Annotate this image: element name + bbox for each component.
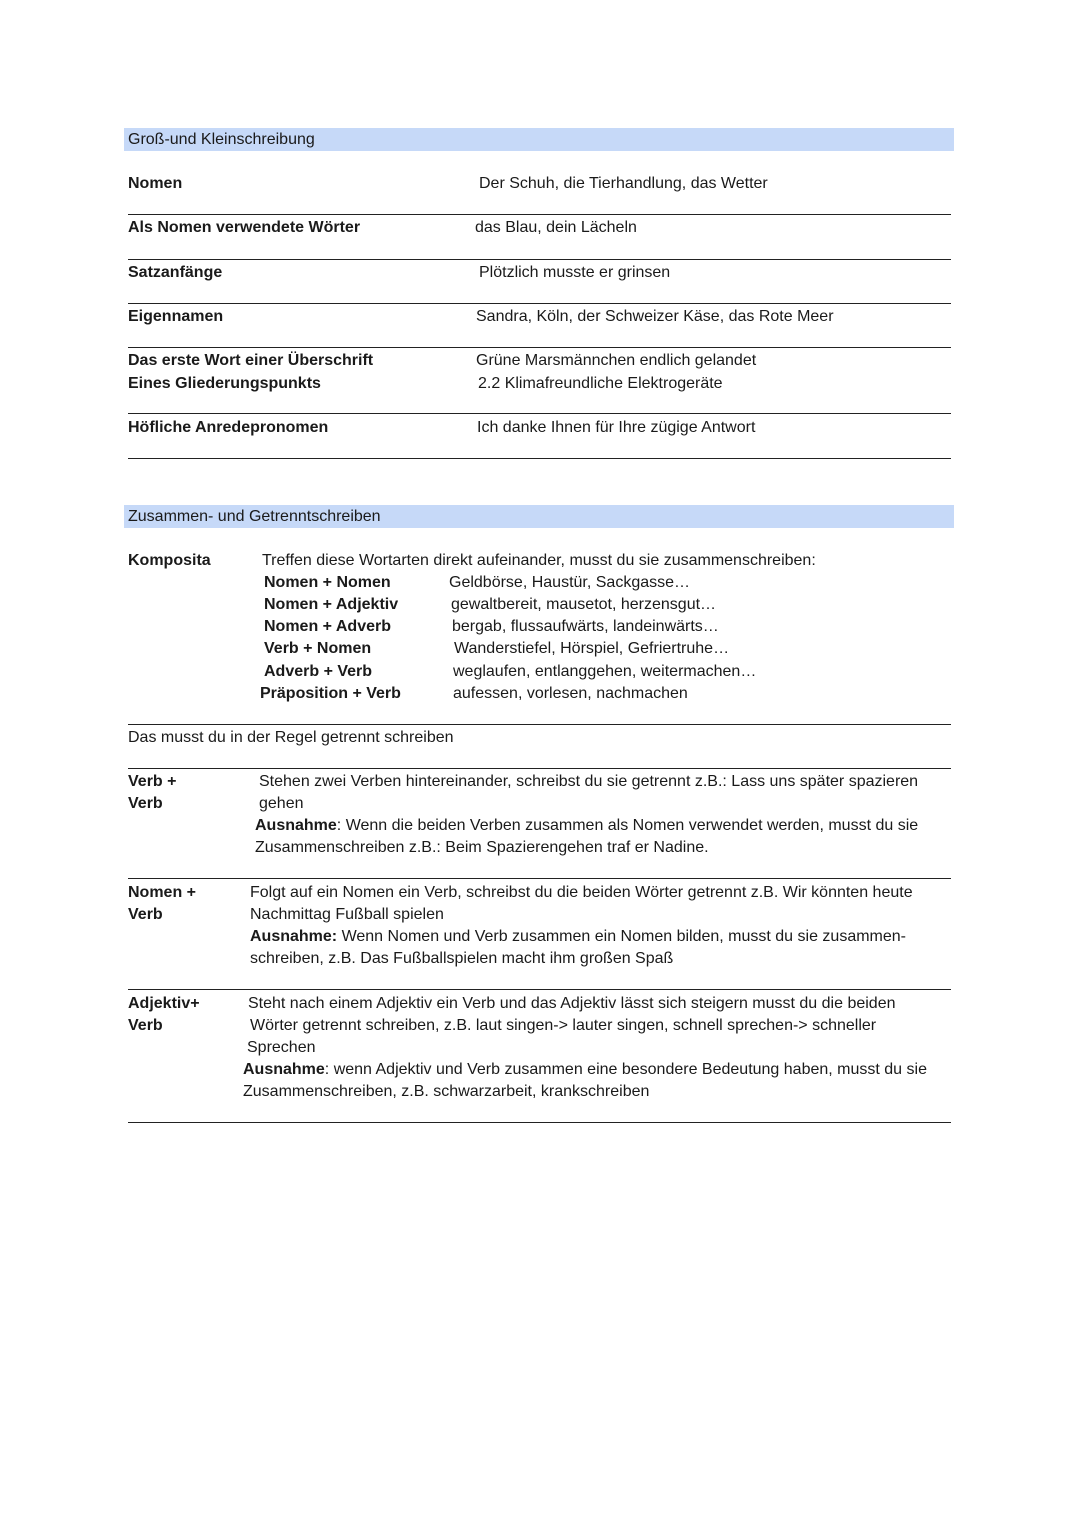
rule-label: Nomen +: [128, 884, 197, 901]
exception-text: [255, 815, 918, 837]
komposita-examples: bergab, flussaufwärts, landeinwärts…: [452, 618, 719, 635]
rule-label-line2: Verb: [128, 795, 163, 812]
row-term: Satzanfänge: [128, 264, 223, 281]
komposita-examples: aufessen, vorlesen, nachmachen: [453, 685, 688, 702]
komposita-combo: Präposition + Verb: [260, 685, 401, 702]
komposita-examples: Geldbörse, Haustür, Sackgasse…: [449, 574, 691, 591]
row-term: Eigennamen: [128, 308, 224, 325]
row-term: Nomen: [128, 175, 183, 192]
row-term: Als Nomen verwendete Wörter: [128, 219, 361, 236]
row-divider: [128, 214, 951, 215]
row-divider: [128, 347, 951, 348]
exception-line1: Wenn Nomen und Verb zusammen ein Nomen bilden, musst du sie zusammen-: [337, 928, 906, 945]
exception-line1: : Wenn die beiden Verben zusammen als Nomen verwendet werden, musst du sie: [336, 817, 919, 834]
komposita-combo: Nomen + Nomen: [264, 574, 391, 591]
rule-label-line2: Verb: [128, 1017, 163, 1034]
row-divider: [128, 724, 951, 725]
rule-label: Verb +: [128, 773, 177, 790]
exception-label: Ausnahme:: [250, 928, 338, 945]
komposita-combo: Nomen + Adjektiv: [264, 596, 399, 613]
rule-text: Folgt auf ein Nomen ein Verb, schreibst du die beiden Wörter getrennt z.B. Wir könnten heute: [250, 884, 913, 901]
row-divider: [128, 1122, 951, 1123]
exception-text: [243, 1059, 927, 1081]
getrennt-heading: Das musst du in der Regel getrennt schreiben: [128, 729, 454, 746]
rule-text-line2: Nachmittag Fußball spielen: [250, 906, 444, 923]
row-divider: [128, 458, 951, 459]
row-divider: [128, 259, 951, 260]
exception-text: [250, 926, 906, 948]
exception-label: Ausnahme: [243, 1061, 325, 1078]
exception-label: Ausnahme: [255, 817, 337, 834]
komposita-intro: Treffen diese Wortarten direkt aufeinander, musst du sie zusammenschreiben:: [262, 552, 816, 569]
row-term: Höfliche Anredepronomen: [128, 419, 329, 436]
rule-label: Adjektiv+: [128, 995, 200, 1012]
komposita-combo: Adverb + Verb: [264, 663, 373, 680]
komposita-examples: weglaufen, entlanggehen, weitermachen…: [453, 663, 757, 680]
exception-line2: Zusammenschreiben z.B.: Beim Spazierengehen traf er Nadine.: [255, 839, 709, 856]
row-example: das Blau, dein Lächeln: [475, 219, 637, 236]
row-divider: [128, 989, 951, 990]
komposita-examples: Wanderstiefel, Hörspiel, Gefriertruhe…: [454, 640, 730, 657]
komposita-combo: Nomen + Adverb: [264, 618, 391, 635]
row-example-line2: 2.2 Klimafreundliche Elektrogeräte: [478, 375, 723, 392]
rule-text: Stehen zwei Verben hintereinander, schreibst du sie getrennt z.B.: Lass uns später spazieren: [259, 773, 919, 790]
rule-text-line3: Sprechen: [247, 1039, 316, 1056]
rule-text-line2: Wörter getrennt schreiben, z.B. laut singen-> lauter singen, schnell sprechen-> schneller: [250, 1017, 877, 1034]
row-divider: [128, 303, 951, 304]
row-example: Sandra, Köln, der Schweizer Käse, das Rote Meer: [476, 308, 834, 325]
section-header-zusammen-getrennt: Zusammen- und Getrenntschreiben: [124, 505, 954, 528]
row-example: Ich danke Ihnen für Ihre zügige Antwort: [477, 419, 756, 436]
exception-line2: schreiben, z.B. Das Fußballspielen macht ihm großen Spaß: [250, 950, 674, 967]
row-example: Der Schuh, die Tierhandlung, das Wetter: [479, 175, 768, 192]
exception-line1: : wenn Adjektiv und Verb zusammen eine besondere Bedeutung haben, musst du sie: [324, 1061, 927, 1078]
rule-text-line2: gehen: [259, 795, 304, 812]
row-example: Grüne Marsmännchen endlich gelandet: [476, 352, 757, 369]
exception-line2: Zusammenschreiben, z.B. schwarzarbeit, krankschreiben: [243, 1083, 650, 1100]
komposita-examples: gewaltbereit, mausetot, herzensgut…: [451, 596, 717, 613]
komposita-label: Komposita: [128, 552, 211, 569]
rule-label-line2: Verb: [128, 906, 163, 923]
row-term: Das erste Wort einer Überschrift: [128, 352, 374, 369]
rule-text: Steht nach einem Adjektiv ein Verb und das Adjektiv lässt sich steigern musst du die beiden: [248, 995, 896, 1012]
row-term-line2: Eines Gliederungspunkts: [128, 375, 321, 392]
row-example: Plötzlich musste er grinsen: [479, 264, 671, 281]
komposita-combo: Verb + Nomen: [264, 640, 372, 657]
row-divider: [128, 878, 951, 879]
row-divider: [128, 413, 951, 414]
row-divider: [128, 768, 951, 769]
section-header-gross-klein: Groß-und Kleinschreibung: [124, 128, 954, 151]
